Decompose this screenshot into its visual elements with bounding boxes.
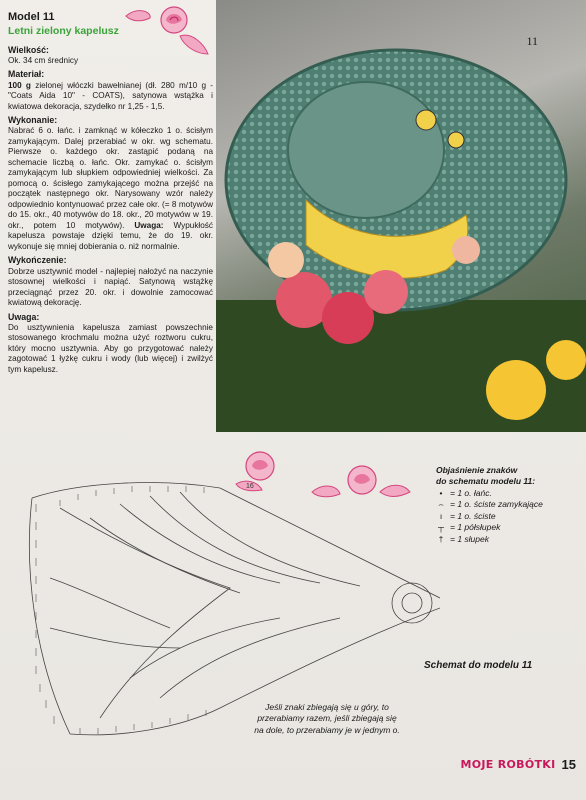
slip-stitch-symbol: ⌢ [438,499,444,510]
material-description: zielonej włóczki bawełnianej (dł. 280 m/10 g - "Coats Aida 10" - COATS), satynowa wstążka i kwiatowa dekoracja, szydełko nr 1,25 - 1,5. [8,80,214,111]
model-title: Model 11 [8,11,55,23]
legend-item [436,534,543,545]
size-heading: Wielkość: [8,44,49,55]
note2-heading: Uwaga: [8,311,40,322]
legend-item-text: = 1 słupek [450,533,489,544]
diagram-row-number: 16 [246,483,254,490]
material-heading: Materiał: [8,69,45,80]
instructions-heading: Wykonanie: [8,115,58,126]
legend-title-line2: do schematu modelu 11: [436,476,536,487]
model-subtitle: Letni zielony kapelusz [8,25,119,38]
legend [436,465,543,545]
single-crochet-symbol: ı [439,510,443,521]
note1-text: Wypukłość kapelusza powstaje dzięki temu, że do 19. okr. wykonuje się mniej dobierania o. niż normalnie. [8,220,213,251]
note1-heading: Uwaga: [134,220,164,230]
material-amount: 100 g [8,80,31,90]
finishing-heading: Wykończenie: [8,255,67,266]
diagram-label: Schemat do modelu 11 [424,660,533,671]
instructions-body: Nabrać 6 o. łańc. i zamknąć w kółeczko 1 o. ścisłym zamykającym. Dalej przerabiać w okr. wg schematu. Pierwsze o. każdego okr. zastąpić podaną na schemacie liczbą o. łańc. Okr. zamykać o. ścisłym zamykającym lub słupkiem odpowiedniej wielkości. Za pomocą o. ścisłego zamykającego można przejść na początek następnego okr. Narysowany wzór należy odpowiednio kontynuować przez całe okr. (= 8 motywów do 15. okr., 40 motywów do 18. okr., 20 motywów w 19. okr., potem 10 motywów). [8,126,213,230]
magazine-brand: MOJE ROBÓTKI [460,758,556,771]
legend-item [436,488,543,499]
legend-item [436,499,543,510]
size-text: Ok. 34 cm średnicy [8,55,79,65]
instructions-text [8,126,213,252]
hat-photo [216,0,586,432]
note2-text: Do usztywnienia kapelusza zamiast powszechnie stosowanego krochmalu można użyć roztworu cukru, który mocno usztywnia. Aby go przygotować należy zagotować 1 łyżkę cukru i wody (lub więcej) i zwilżyć tym kapelusz. [8,322,213,374]
page-number: 15 [561,757,576,772]
text-column [8,10,213,377]
legend-item-text: = 1 o. ściste [450,510,496,521]
page-footer [461,757,576,772]
chain-stitch-symbol: • [439,487,443,498]
diagram-note: Jeśli znaki zbiegają się u góry, to przerabiamy razem, jeśli zbiegają się na dole, to przerabiamy je w jednym o. [254,702,400,735]
half-double-symbol: ┬ [437,522,445,533]
material-text [8,81,213,113]
photo-model-number: 11 [526,34,538,48]
legend-title-line1: Objaśnienie znaków [436,465,518,475]
legend-item-text: = 1 o. ściste zamykające [450,499,543,510]
finishing-text: Dobrze usztywnić model - najlepiej nałożyć na naczynie stosownej wielkości i napiąć. Satynową wstążkę przeciągnąć przez 20. okr. i dowolnie zamocować kwiatową dekorację. [8,266,213,308]
legend-item-text: = 1 półsłupek [450,522,501,533]
hat-illustration [216,0,586,432]
legend-item [436,511,543,522]
double-crochet-symbol: † [438,533,444,544]
legend-item [436,522,543,533]
legend-item-text: = 1 o. łańc. [450,487,492,498]
